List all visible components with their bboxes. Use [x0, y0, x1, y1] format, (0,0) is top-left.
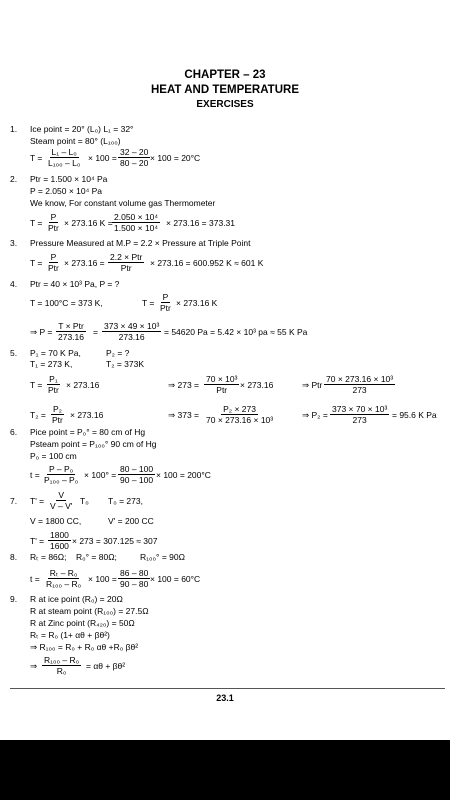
equation-lhs: ⇒ 273 = — [168, 380, 199, 390]
text-line: R at Zinc point (R₄₂₀) = 50Ω — [30, 618, 135, 628]
equation-lhs: ⇒ — [30, 661, 38, 671]
fraction: $\frac{\text{P₂ × 273}}{\text{70 × 273.16 × 10³}}$ — [206, 404, 274, 425]
equation-lhs: T = — [30, 258, 43, 268]
text-line: R₁₀₀° = 90Ω — [140, 552, 185, 562]
text-line: R at steam point (R₁₀₀) = 27.5Ω — [30, 606, 149, 616]
equation-text: T₀ — [80, 496, 89, 506]
equation-lhs: t = — [30, 574, 40, 584]
equation-result: × 273.16 — [240, 380, 274, 390]
equation-lhs: ⇒ P = — [30, 327, 53, 337]
equation-result: × 273.16 K — [176, 298, 218, 308]
section-title: EXERCISES — [196, 99, 254, 110]
equation-result: × 100 = 20°C — [150, 153, 201, 163]
equation-lhs: ⇒ 373 = — [168, 410, 199, 420]
equation-result: × 100 = 60°C — [150, 574, 201, 584]
equation-text: = — [93, 327, 98, 337]
equation-result: × 273 = 307.125 ≈ 307 — [72, 536, 158, 546]
equation-result: = αθ + βθ² — [86, 661, 126, 671]
text-line: Pressure Measured at M.P = 2.2 × Pressure at Triple Point — [30, 238, 251, 248]
equation-text: × 100 = — [88, 574, 117, 584]
question-number: 2. — [10, 174, 18, 184]
fraction: $\frac{\text{70 × 273.16 × 10³}}{273}$ — [326, 374, 394, 395]
equation-lhs: T' = — [30, 536, 45, 546]
equation-lhs: ⇒ Ptr — [302, 380, 323, 390]
equation-lhs: T = — [30, 153, 43, 163]
fraction: $\frac{\text{2.050 × 10⁴}}{\text{1.500 × 10⁴}}$ — [114, 212, 159, 233]
text-line: V = 1800 CC, — [30, 516, 82, 526]
fraction: P Ptr — [48, 252, 59, 273]
question-number: 7. — [10, 496, 18, 506]
text-line: Steam point = 80° (L₁₀₀) — [30, 136, 121, 146]
fraction: 70 × 10³ Ptr — [206, 374, 238, 395]
fraction: $\frac{\text{373 × 70 × 10³}}{273}$ — [332, 404, 388, 425]
chapter-heading: CHAPTER – 23 — [184, 69, 266, 81]
text-line: P = 2.050 × 10⁴ Pa — [30, 186, 103, 196]
text-line: R₀° = 80Ω; — [76, 552, 117, 562]
footer-divider — [10, 688, 445, 689]
question-number: 3. — [10, 238, 18, 248]
equation-lhs: T = — [142, 298, 155, 308]
fraction: $\frac{86 - 80}{90 - 80}$ — [120, 568, 149, 589]
equation-text: × 100 = — [88, 153, 117, 163]
fraction: $\frac{\text{R₁₀₀ – R₀}}{\text{R₀}}$ — [44, 655, 80, 676]
text-line: Ptr = 1.500 × 10⁴ Pa — [30, 174, 108, 184]
equation-result: × 273.16 — [66, 380, 100, 390]
equation-result: = 95.6 K Pa — [392, 410, 437, 420]
question-number: 9. — [10, 594, 18, 604]
chapter-title: HEAT AND TEMPERATURE — [150, 84, 299, 96]
question-number: 4. — [10, 279, 18, 289]
text-line: R at ice point (R₀) = 20Ω — [30, 594, 123, 604]
question-number: 8. — [10, 552, 18, 562]
text-line: Rₜ = 86Ω; — [30, 552, 67, 562]
equation-lhs: T₂ = — [30, 410, 46, 420]
equation-result: × 100 = 200°C — [156, 470, 211, 480]
fraction: $\frac{1800}{1600}$ — [50, 530, 69, 551]
text-line: Pice point = P₀° = 80 cm of Hg — [30, 427, 146, 437]
question-number: 5. — [10, 348, 18, 358]
fraction: $\frac{80 - 100}{90 - 100}$ — [120, 464, 154, 485]
text-line: V' = 200 CC — [108, 516, 154, 526]
equation-result: = 54620 Pa = 5.42 × 10³ pa ≈ 55 K Pa — [164, 327, 308, 337]
equation-lhs: t = — [30, 470, 40, 480]
fraction: $\frac{\text{L₁ – L₀}}{\text{L₁₀₀ – L₀}}$ — [48, 147, 81, 168]
equation-lhs: T = — [30, 380, 43, 390]
text-line: T = 100°C = 373 K, — [30, 298, 103, 308]
text-line: P₁ = 70 K Pa, — [30, 348, 81, 358]
equation-text: × 273.16 = — [64, 258, 105, 268]
text-line: We know, For constant volume gas Thermometer — [30, 198, 216, 208]
question-number: 6. — [10, 427, 18, 437]
text-line: Ice point = 20° (L₀) L₁ = 32° — [30, 124, 134, 134]
fraction: $\frac{\text{Rₜ – R₀}}{\text{R₁₀₀ – R₀}}$ — [46, 568, 82, 589]
text-line: Rₜ = R₀ (1+ αθ + βθ²) — [30, 630, 110, 640]
text-line: ⇒ R₁₀₀ = R₀ + R₀ αθ +R₀ βθ² — [30, 642, 139, 652]
fraction: T × Ptr 273.16 — [58, 321, 84, 342]
equation-lhs: ⇒ P₂ = — [302, 410, 328, 420]
equation-text: × 100° = — [84, 470, 117, 480]
fraction: $\frac{32 - 20}{80 - 20}$ — [120, 147, 149, 168]
text-line: Psteam point = P₁₀₀° 90 cm of Hg — [30, 439, 157, 449]
equation-lhs: T = — [30, 218, 43, 228]
page-number: 23.1 — [216, 693, 234, 703]
fraction: P Ptr — [160, 292, 171, 313]
fraction: $\frac{\text{373 × 49 × 10³}}{273.16}$ — [104, 321, 160, 342]
question-number: 1. — [10, 124, 18, 134]
equation-result: × 273.16 = 373.31 — [166, 218, 236, 228]
fraction: P Ptr — [48, 212, 59, 233]
fraction: P₁ Ptr — [48, 374, 59, 395]
text-line: Ptr = 40 × 10³ Pa, P = ? — [30, 279, 120, 289]
equation-text: × 273.16 K = — [64, 218, 113, 228]
fraction: $\frac{V}{V - V'}$ — [50, 490, 73, 511]
text-line: P₂ = ? — [106, 348, 130, 358]
equation-lhs: T' = — [30, 496, 45, 506]
text-line: T₀ = 273, — [108, 496, 143, 506]
fraction: 2.2 × Ptr Ptr — [110, 252, 143, 273]
fraction: $\frac{\text{P – P₀}}{\text{P₁₀₀ – P₀}}$ — [44, 464, 79, 485]
text-line: T₂ = 373K — [106, 359, 145, 369]
equation-result: × 273.16 — [70, 410, 104, 420]
text-line: P₀ = 100 cm — [30, 451, 77, 461]
navigation-bar — [0, 740, 450, 800]
text-line: T₁ = 273 K, — [30, 359, 73, 369]
fraction: P₂ Ptr — [52, 404, 63, 425]
equation-result: × 273.16 = 600.952 K ≈ 601 K — [150, 258, 264, 268]
